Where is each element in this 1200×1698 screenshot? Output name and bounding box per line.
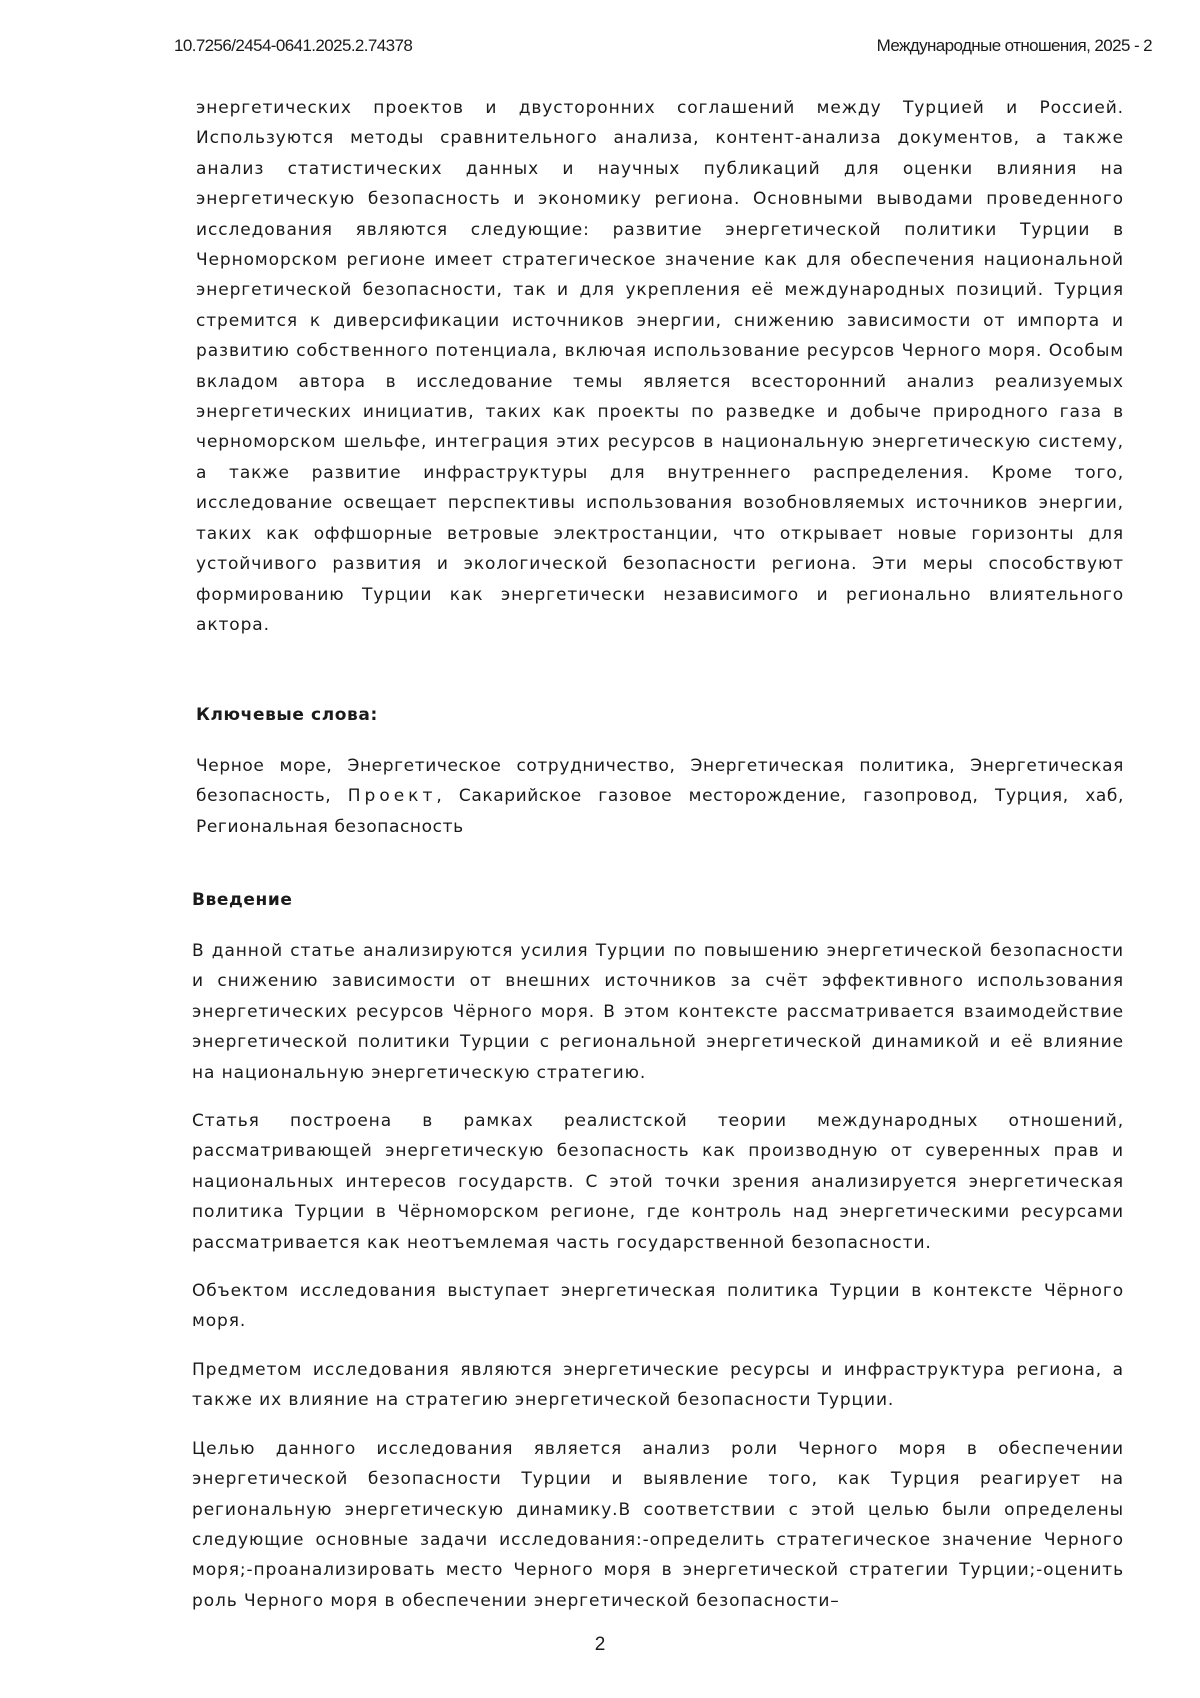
keyword-item[interactable]: Сакарийское газовое месторождение xyxy=(458,786,841,807)
intro-paragraph: Целью данного исследования является анализ роли Черного моря в обеспечении энергетической безопасности Турции и выявление того, как Турция реагирует на региональную энергетическую динамику.В соответствии с этой целью были определены следующие основные задачи исследования:-определить стратегическое значение Черного моря;-проанализировать место Черного моря в энергетической стратегии Турции;-оценить роль Черного моря в обеспечении энергетической безопасности– xyxy=(192,1438,1124,1611)
page-number: 2 xyxy=(594,1634,606,1655)
keywords-heading: Ключевые слова: xyxy=(196,705,378,725)
keyword-item[interactable]: хаб xyxy=(1085,786,1118,807)
keywords-list: Черное море, Энергетическое сотрудничество, Энергетическая политика, Энергетическая безопасность, Проект, Сакарийское газовое месторождение, газопровод, Турция, хаб, Региональная безопасность xyxy=(196,756,1124,837)
intro-paragraph: Предметом исследования являются энергетические ресурсы и инфраструктура региона, а также их влияние на стратегию энергетической безопасности Турции. xyxy=(192,1359,1124,1411)
keyword-item[interactable]: Черное море xyxy=(196,756,327,776)
intro-paragraph: Статья построена в рамках реалистской теории международных отношений, рассматривающей энергетическую безопасность как производную от суверенных прав и национальных интересов государств. С этой точки зрения анализируется энергетическая политика Турции в Чёрноморском регионе, где контроль над энергетическими ресурсами рассматривается как неотъемлемая часть государственной безопасности. xyxy=(192,1111,1124,1253)
abstract-continuation: энергетических проектов и двусторонних соглашений между Турцией и Россией. Используются методы сравнительного анализа, контент-анализа документов, а также анализ статистических данных и научных публикаций для оценки влияния на энергетическую безопасность и экономику региона. Основными выводами проведенного исследования являются следующие: развитие энергетической политики Турции в Черноморском регионе имеет стратегическое значение как для обеспечения национальной энергетической безопасности, так и для укрепления её международных позиций. Турция стремится к диверсификации источников энергии, снижению зависимости от импорта и развитию собственного потенциала, включая использование ресурсов Черного моря. Особым вкладом автора в исследование темы является всесторонний анализ реализуемых энергетических инициатив, таких как проекты по разведке и добыче природного газа в черноморском шельфе, интеграция этих ресурсов в национальную энергетическую систему, а также развитие инфраструктуры для внутреннего распределения. Кроме того, исследование освещает перспективы использования возобновляемых источников энергии, таких как оффшорные ветровые электростанции, что открывает новые горизонты для устойчивого развития и экологической безопасности региона. Эти меры способствуют формированию Турции как энергетически независимого и регионально влиятельного актора. xyxy=(196,98,1124,635)
journal-issue-label: Международные отношения, 2025 - 2 xyxy=(876,36,1152,55)
keyword-item[interactable]: газопровод xyxy=(863,786,973,807)
keyword-item[interactable]: Региональная безопасность xyxy=(196,816,464,837)
introduction-body xyxy=(192,936,1124,1634)
keyword-item[interactable]: Проект xyxy=(347,786,437,807)
intro-paragraph: Объектом исследования выступает энергетическая политика Турции в контексте Чёрного моря. xyxy=(192,1281,1124,1332)
keyword-item[interactable]: Энергетическое сотрудничество xyxy=(347,756,670,776)
keyword-item[interactable]: Энергетическая политика xyxy=(690,756,950,776)
running-head xyxy=(174,36,1152,60)
keyword-item[interactable]: Энергетическая безопасность xyxy=(196,756,1124,807)
keyword-item[interactable]: Турция xyxy=(995,786,1063,807)
introduction-heading: Введение xyxy=(192,890,293,910)
intro-paragraph: В данной статье анализируются усилия Турции по повышению энергетической безопасности и снижению зависимости от внешних источников за счёт эффективного использования энергетических ресурсов Чёрного моря. В этом контексте рассматривается взаимодействие энергетической политики Турции с региональной энергетической динамикой и её влияние на национальную энергетическую стратегию. xyxy=(192,941,1124,1083)
doi-label: 10.7256/2454-0641.2025.2.74378 xyxy=(174,36,413,55)
page-content xyxy=(192,93,1124,1611)
